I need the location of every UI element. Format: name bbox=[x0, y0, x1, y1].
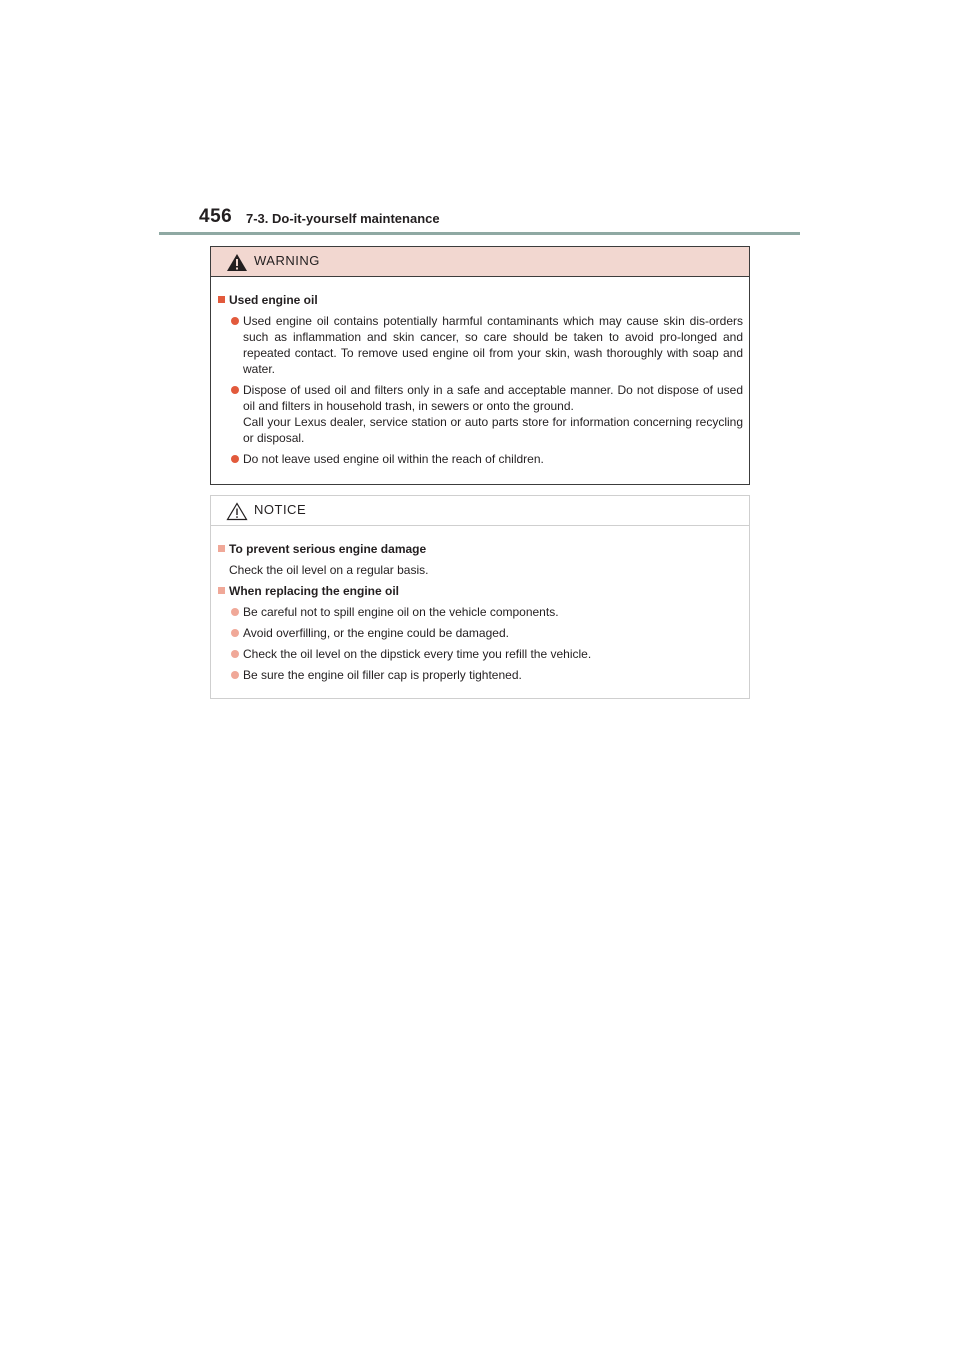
notice-bullet bbox=[218, 646, 743, 662]
round-bullet-icon bbox=[231, 608, 239, 616]
notice-item-title bbox=[218, 541, 743, 557]
notice-bullet-text: Be sure the engine oil filler cap is properly tightened. bbox=[243, 668, 522, 682]
warning-bullet-continuation: Call your Lexus dealer, service station or auto parts store for information concerning recycling or disposal. bbox=[243, 415, 743, 445]
warning-triangle-icon bbox=[226, 253, 248, 272]
notice-triangle-icon bbox=[226, 502, 248, 521]
notice-label: NOTICE bbox=[254, 502, 307, 517]
notice-bullet bbox=[218, 667, 743, 683]
notice-item-title bbox=[218, 583, 743, 599]
notice-item-title-text: To prevent serious engine damage bbox=[229, 542, 427, 556]
notice-box bbox=[210, 495, 750, 699]
notice-item-title-text: When replacing the engine oil bbox=[229, 584, 400, 598]
notice-bullet-text: Be careful not to spill engine oil on the vehicle components. bbox=[243, 605, 559, 619]
warning-label: WARNING bbox=[254, 253, 320, 268]
notice-bullet bbox=[218, 625, 743, 641]
page-number: 456 bbox=[199, 206, 233, 227]
notice-body bbox=[211, 526, 749, 683]
warning-bullet bbox=[218, 313, 743, 377]
warning-item-title bbox=[218, 292, 743, 308]
notice-bullet bbox=[218, 604, 743, 620]
warning-bullet bbox=[218, 382, 743, 446]
notice-bullet-text: Avoid overfilling, or the engine could be damaged. bbox=[243, 626, 509, 640]
section-title: 7-3. Do-it-yourself maintenance bbox=[246, 211, 440, 226]
warning-bullet-text: Used engine oil contains potentially harmful contaminants which may cause skin dis-orders such as inflammation and skin cancer, so care should be taken to avoid pro-longed and repeated contact. To remove used engine oil from your skin, wash thoroughly with soap and water. bbox=[243, 314, 743, 376]
notice-item-text: Check the oil level on a regular basis. bbox=[229, 563, 429, 577]
header-rule bbox=[159, 232, 800, 235]
warning-bullet-text: Dispose of used oil and filters only in a safe and acceptable manner. Do not dispose of used oil and filters in household trash, in sewers or onto the ground. bbox=[243, 383, 743, 413]
round-bullet-icon bbox=[231, 671, 239, 679]
round-bullet-icon bbox=[231, 455, 239, 463]
warning-bullet-text: Do not leave used engine oil within the reach of children. bbox=[243, 452, 544, 466]
square-bullet-icon bbox=[218, 587, 225, 594]
notice-bullet-text: Check the oil level on the dipstick every time you refill the vehicle. bbox=[243, 647, 592, 661]
round-bullet-icon bbox=[231, 386, 239, 394]
warning-bullet bbox=[218, 451, 743, 467]
warning-item-title-text: Used engine oil bbox=[229, 293, 318, 307]
round-bullet-icon bbox=[231, 317, 239, 325]
round-bullet-icon bbox=[231, 650, 239, 658]
square-bullet-icon bbox=[218, 296, 225, 303]
warning-box bbox=[210, 246, 750, 485]
round-bullet-icon bbox=[231, 629, 239, 637]
notice-header bbox=[211, 496, 749, 526]
warning-body bbox=[211, 277, 749, 467]
square-bullet-icon bbox=[218, 545, 225, 552]
warning-header bbox=[211, 247, 749, 277]
